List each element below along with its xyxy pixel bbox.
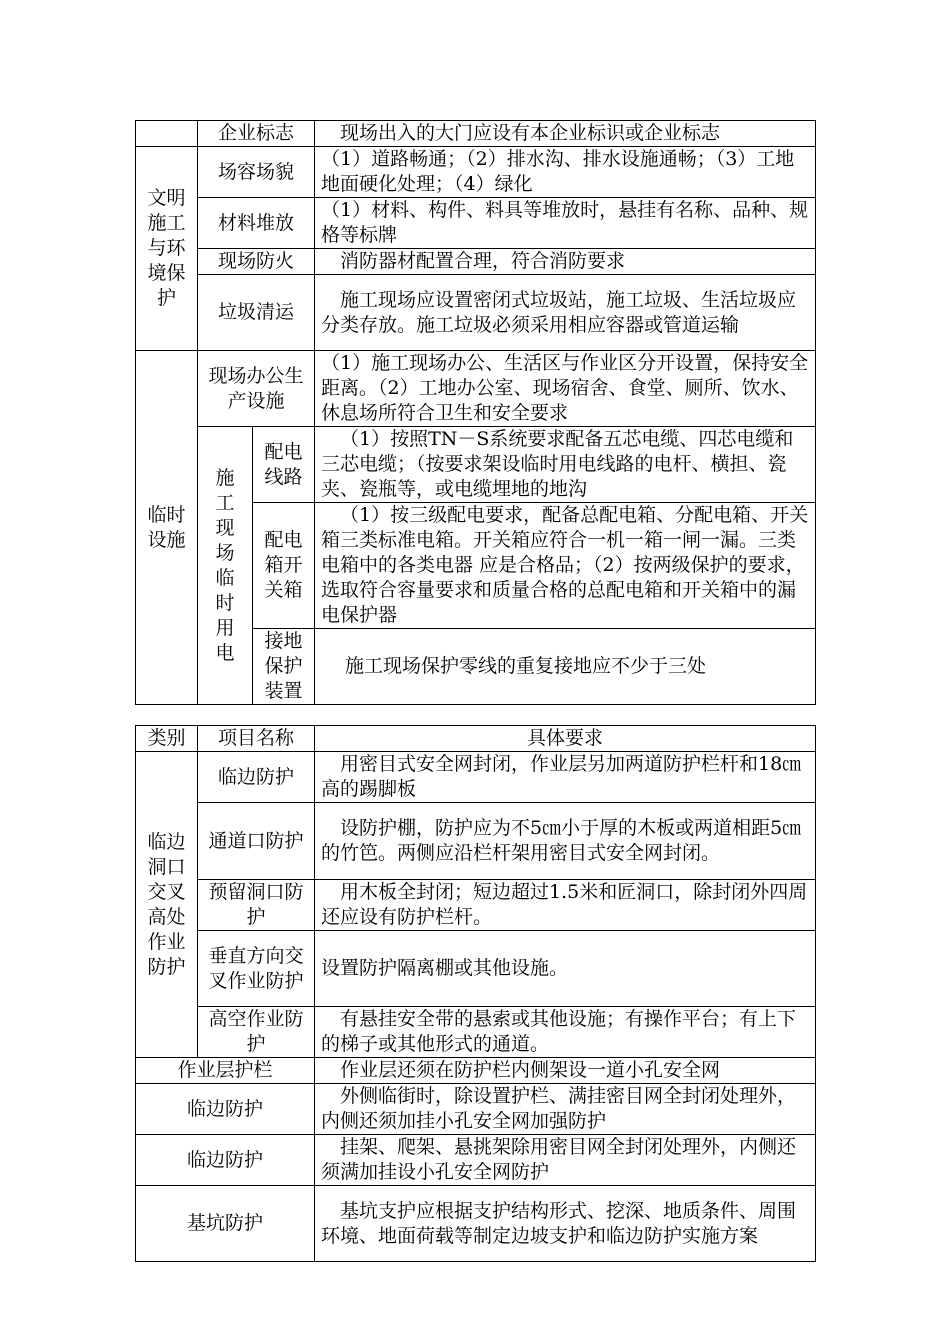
item-name-cell: 基坑防护 [136,1186,315,1262]
table-row [136,427,816,503]
category-cell: 临时设施 [136,351,198,705]
category-cell [136,121,198,147]
table-header-row [136,726,816,752]
sub-item-cell: 接地保护装置 [253,629,315,705]
header-category: 类别 [136,726,198,752]
requirement-cell: 设置防护隔离棚或其他设施。 [315,931,816,1007]
table-row [136,1007,816,1058]
requirement-cell: 有悬挂安全带的悬索或其他设施；有操作平台；有上下的梯子或其他形式的通道。 [315,1007,816,1058]
table-row [136,275,816,351]
item-name-cell: 临边防护 [136,1084,315,1135]
requirement-cell: 作业层还须在防护栏内侧架设一道小孔安全网 [315,1058,816,1084]
requirement-cell: 施工现场应设置密闭式垃圾站，施工垃圾、生活垃圾应分类存放。施工垃圾必须采用相应容器或管道运输 [315,275,816,351]
item-name-cell: 临边防护 [136,1135,315,1186]
item-name-cell: 临边防护 [198,752,315,803]
item-name-cell: 垃圾清运 [198,275,315,351]
item-name-cell: 材料堆放 [198,198,315,249]
requirement-cell: 施工现场保护零线的重复接地应不少于三处 [315,629,816,705]
item-name-cell: 场容场貌 [198,147,315,198]
safety-protection-table [135,725,816,1262]
requirement-cell: （1）按照TN－S系统要求配备五芯电缆、四芯电缆和三芯电缆；（按要求架设临时用电线路的电杆、横担、瓷夹、瓷瓶等，或电缆埋地的地沟 [315,427,816,503]
item-name-cell: 预留洞口防护 [198,880,315,931]
requirement-cell: 设防护棚，防护应为不5㎝小于厚的木板或两道相距5㎝的竹笆。两侧应沿栏杆架用密目式安全网封闭。 [315,803,816,880]
table-row [136,1058,816,1084]
requirement-cell: （1）按三级配电要求，配备总配电箱、分配电箱、开关箱三类标准电箱。开关箱应符合一机一箱一闸一漏。三类电箱中的各类电器 应是合格品；（2）按两级保护的要求，选取符合容量要求和质量合格的总配电箱和开关箱中的漏电保护器 [315,503,816,629]
table-row [136,351,816,427]
item-name-cell: 企业标志 [198,121,315,147]
requirement-cell: 用木板全封闭；短边超过1.5米和匠洞口，除封闭外四周还应设有防护栏杆。 [315,880,816,931]
item-name-cell: 作业层护栏 [136,1058,315,1084]
table-row [136,803,816,880]
item-name-cell: 高空作业防护 [198,1007,315,1058]
item-name-cell: 现场办公生产设施 [198,351,315,427]
table-row [136,249,816,275]
site-management-table [135,120,816,705]
requirement-cell: 现场出入的大门应设有本企业标识或企业标志 [315,121,816,147]
table-row [136,1135,816,1186]
requirement-cell: （1）施工现场办公、生活区与作业区分开设置，保持安全距离。（2）工地办公室、现场宿舍、食堂、厕所、饮水、休息场所符合卫生和安全要求 [315,351,816,427]
table-row [136,121,816,147]
category-cell: 临边洞口交叉高处作业防护 [136,752,198,1058]
requirement-cell: 外侧临街时，除设置护栏、满挂密目网全封闭处理外，内侧还须加挂小孔安全网加强防护 [315,1084,816,1135]
sub-item-cell: 配电线路 [253,427,315,503]
requirement-cell: 挂架、爬架、悬挑架除用密目网全封闭处理外，内侧还须满加挂设小孔安全网防护 [315,1135,816,1186]
header-requirement: 具体要求 [315,726,816,752]
table-row [136,931,816,1007]
item-name-cell: 现场防火 [198,249,315,275]
requirement-cell: 用密目式安全网封闭，作业层另加两道防护栏杆和18㎝高的踢脚板 [315,752,816,803]
requirement-cell: （1）材料、构件、料具等堆放时，悬挂有名称、品种、规格等标牌 [315,198,816,249]
requirement-cell: 基坑支护应根据支护结构形式、挖深、地质条件、周围环境、地面荷载等制定边坡支护和临边防护实施方案 [315,1186,816,1262]
table-row [136,147,816,198]
table-row [136,198,816,249]
header-item-name: 项目名称 [198,726,315,752]
requirement-cell: 消防器材配置合理，符合消防要求 [315,249,816,275]
table-row [136,752,816,803]
table-row [136,1186,816,1262]
category-cell: 文明施工与环境保护 [136,147,198,351]
requirement-cell: （1）道路畅通；（2）排水沟、排水设施通畅；（3）工地地面硬化处理；（4）绿化 [315,147,816,198]
item-name-cell: 垂直方向交叉作业防护 [198,931,315,1007]
sub-category-cell: 施工现场临时用电 [198,427,253,705]
item-name-cell: 通道口防护 [198,803,315,880]
table-row [136,880,816,931]
sub-item-cell: 配电箱开关箱 [253,503,315,629]
table-row [136,1084,816,1135]
